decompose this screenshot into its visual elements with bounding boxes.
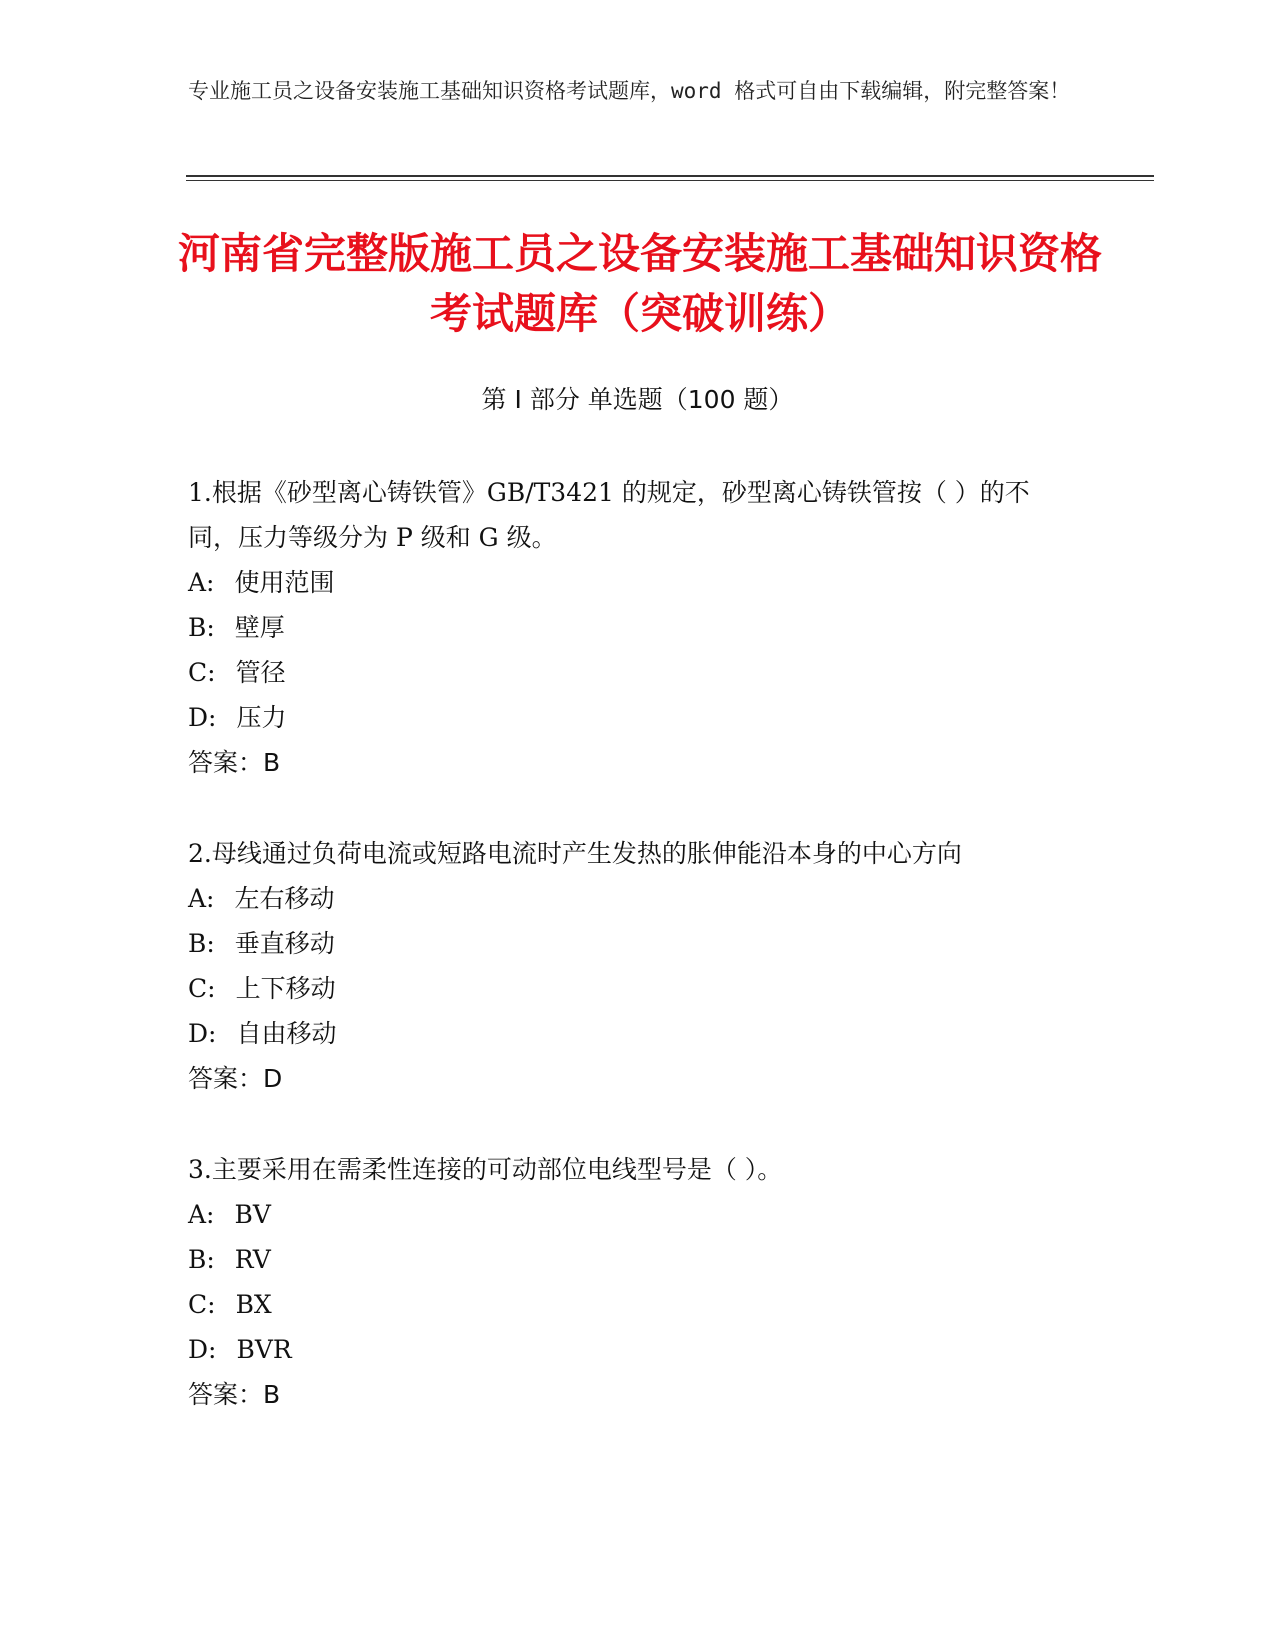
- option-a: [188, 876, 1068, 921]
- option-b: [188, 921, 1068, 966]
- option-a: [188, 560, 1068, 605]
- option-text: BVR: [236, 1335, 292, 1364]
- question-text: 2.母线通过负荷电流或短路电流时产生发热的胀伸能沿本身的中心方向: [188, 839, 962, 868]
- option-text: RV: [234, 1245, 271, 1274]
- option-letter: D:: [188, 1335, 217, 1364]
- option-d: [188, 695, 1068, 740]
- option-d: [188, 1327, 1068, 1372]
- option-b: [188, 1237, 1068, 1282]
- option-letter: A:: [188, 568, 215, 597]
- answer-line: 答案：B: [188, 1380, 281, 1409]
- option-text: 管径: [235, 658, 286, 687]
- answer-line: 答案：D: [188, 1064, 283, 1093]
- header-note: 专业施工员之设备安装施工基础知识资格考试题库，word 格式可自由下载编辑，附完整答案！: [188, 79, 1071, 103]
- option-letter: D:: [188, 1019, 217, 1048]
- option-text: BV: [234, 1200, 271, 1229]
- option-text: 压力: [236, 703, 287, 732]
- option-text: 上下移动: [235, 974, 336, 1003]
- option-letter: B:: [188, 1245, 215, 1274]
- option-letter: A:: [188, 884, 215, 913]
- section-title: 第 I 部分 单选题（100 题）: [481, 385, 794, 414]
- option-letter: C:: [188, 1290, 216, 1319]
- question-item: [188, 831, 1068, 1101]
- option-text: 左右移动: [234, 884, 335, 913]
- option-letter: D:: [188, 703, 217, 732]
- option-c: [188, 650, 1068, 695]
- question-item: [188, 1147, 1068, 1417]
- question-item: [188, 470, 1068, 785]
- header-divider-thick: [186, 175, 1154, 177]
- option-b: [188, 605, 1068, 650]
- document-title: 河南省完整版施工员之设备安装施工基础知识资格考试题库（突破训练）: [177, 229, 1102, 338]
- option-c: [188, 1282, 1068, 1327]
- header-divider-thin: [186, 180, 1154, 181]
- question-text: 1.根据《砂型离心铸铁管》GB/T3421 的规定，砂型离心铸铁管按（ ）的不同，压力等级分为 P 级和 G 级。: [188, 478, 1030, 552]
- question-list: [188, 470, 1068, 1463]
- option-text: 垂直移动: [234, 929, 335, 958]
- question-text: 3.主要采用在需柔性连接的可动部位电线型号是（ ）。: [188, 1155, 783, 1184]
- option-letter: B:: [188, 613, 215, 642]
- answer-line: 答案：B: [188, 748, 281, 777]
- option-c: [188, 966, 1068, 1011]
- option-letter: A:: [188, 1200, 215, 1229]
- option-letter: C:: [188, 974, 216, 1003]
- option-a: [188, 1192, 1068, 1237]
- option-text: 自由移动: [236, 1019, 337, 1048]
- option-letter: B:: [188, 929, 215, 958]
- option-text: 壁厚: [234, 613, 285, 642]
- option-letter: C:: [188, 658, 216, 687]
- option-text: BX: [235, 1290, 272, 1319]
- option-d: [188, 1011, 1068, 1056]
- option-text: 使用范围: [234, 568, 335, 597]
